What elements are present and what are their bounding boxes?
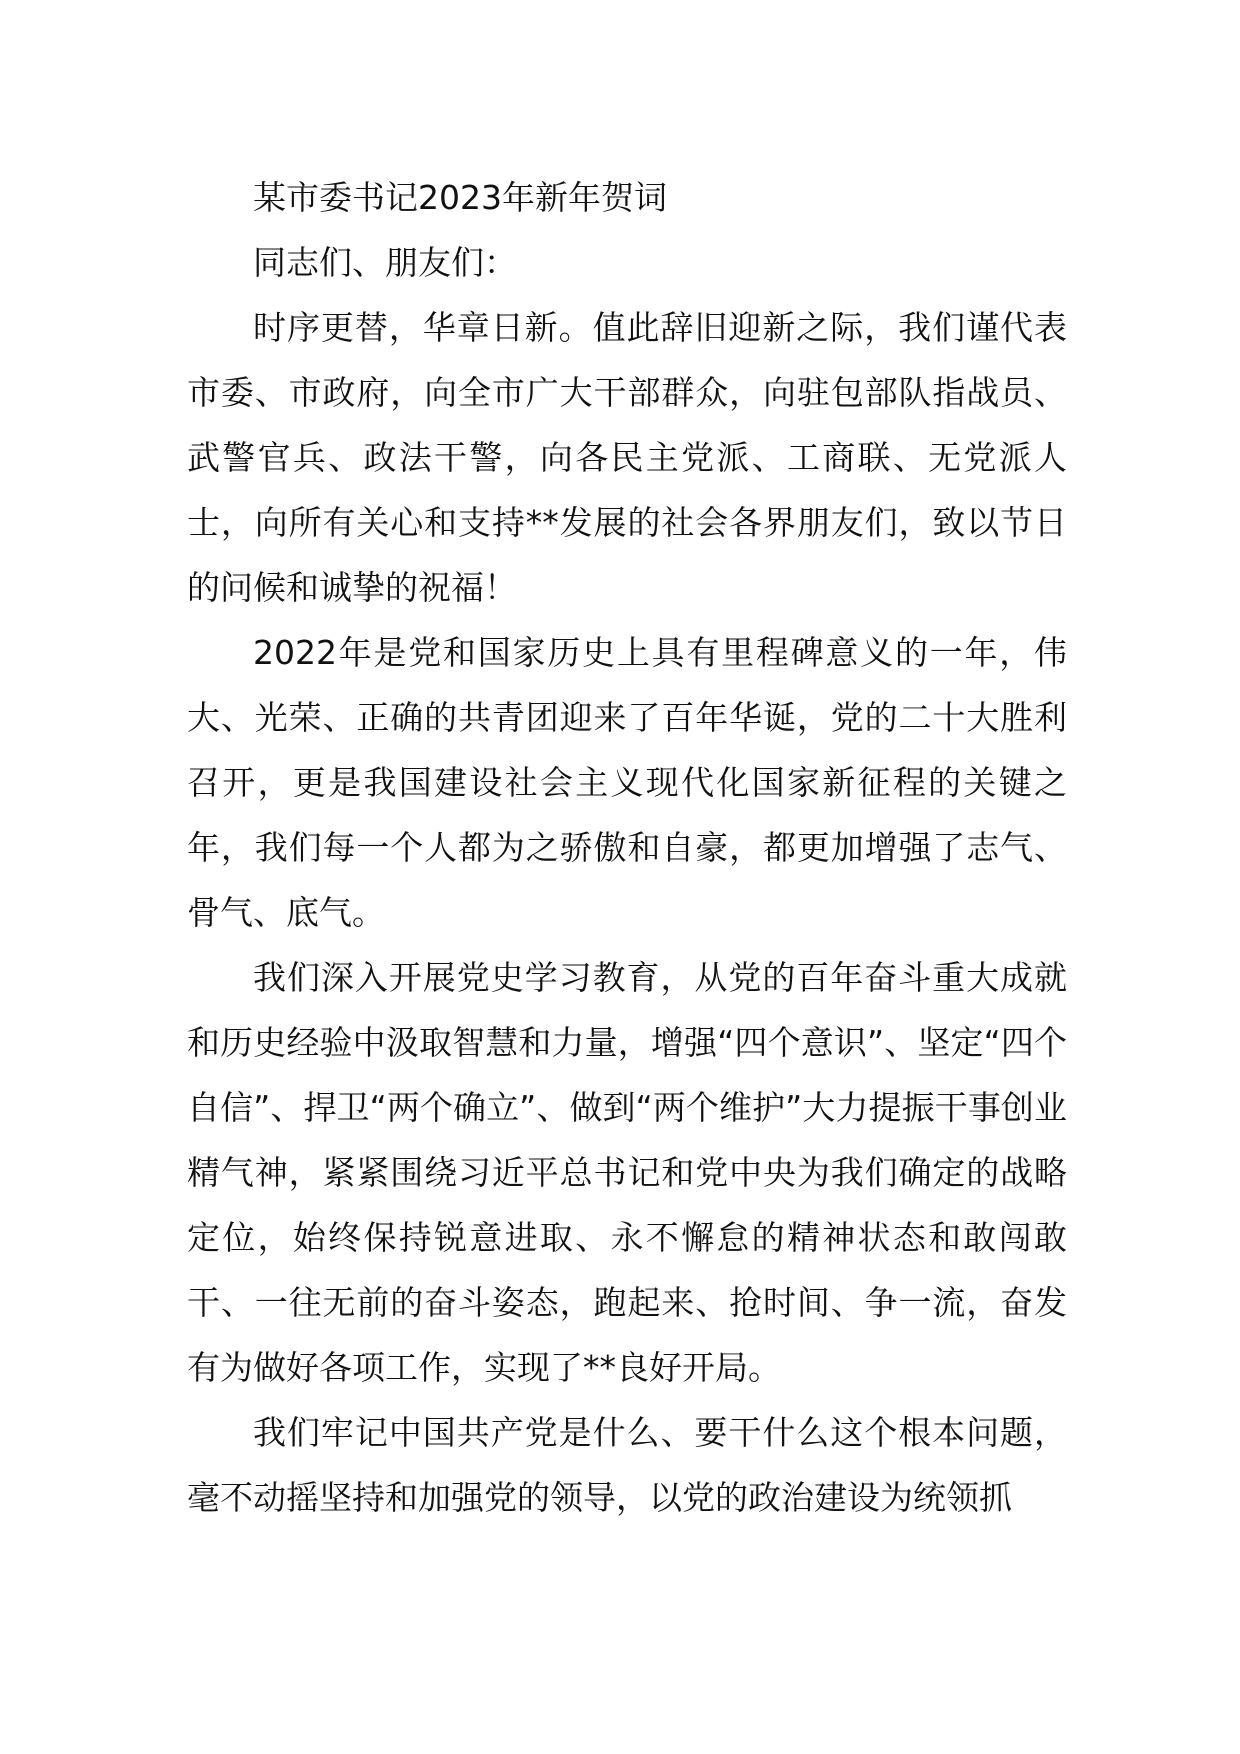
paragraph-2: 2022年是党和国家历史上具有里程碑意义的一年，伟大、光荣、正确的共青团迎来了百年华诞，党的二十大胜利召开，更是我国建设社会主义现代化国家新征程的关键之年，我们每一个人都为之骄傲和自豪，都更加增强了志气、骨气、底气。 [187, 633, 1067, 932]
paragraph-3: 我们深入开展党史学习教育，从党的百年奋斗重大成就和历史经验中汲取智慧和力量，增强“四个意识”、坚定“四个自信”、捍卫“两个确立”、做到“两个维护”大力提振干事创业精气神，紧紧围绕习近平总书记和党中央为我们确定的战略定位，始终保持锐意进取、永不懈怠的精神状态和敢闯敢干、一往无前的奋斗姿态，跑起来、抢时间、争一流，奋发有为做好各项工作，实现了**良好开局。 [187, 958, 1067, 1387]
paragraph-1: 时序更替，华章日新。值此辞旧迎新之际，我们谨代表市委、市政府，向全市广大干部群众，向驻包部队指战员、武警官兵、政法干警，向各民主党派、工商联、无党派人士，向所有关心和支持**发展的社会各界朋友们，致以节日的问候和诚挚的祝福！ [187, 308, 1067, 607]
paragraph-4: 我们牢记中国共产党是什么、要干什么这个根本问题，毫不动摇坚持和加强党的领导，以党的政治建设为统领抓 [187, 1413, 1067, 1517]
document-title: 某市委书记2023年新年贺词 [253, 178, 667, 217]
document-body [187, 165, 1067, 1530]
greeting-line: 同志们、朋友们： [253, 243, 517, 282]
